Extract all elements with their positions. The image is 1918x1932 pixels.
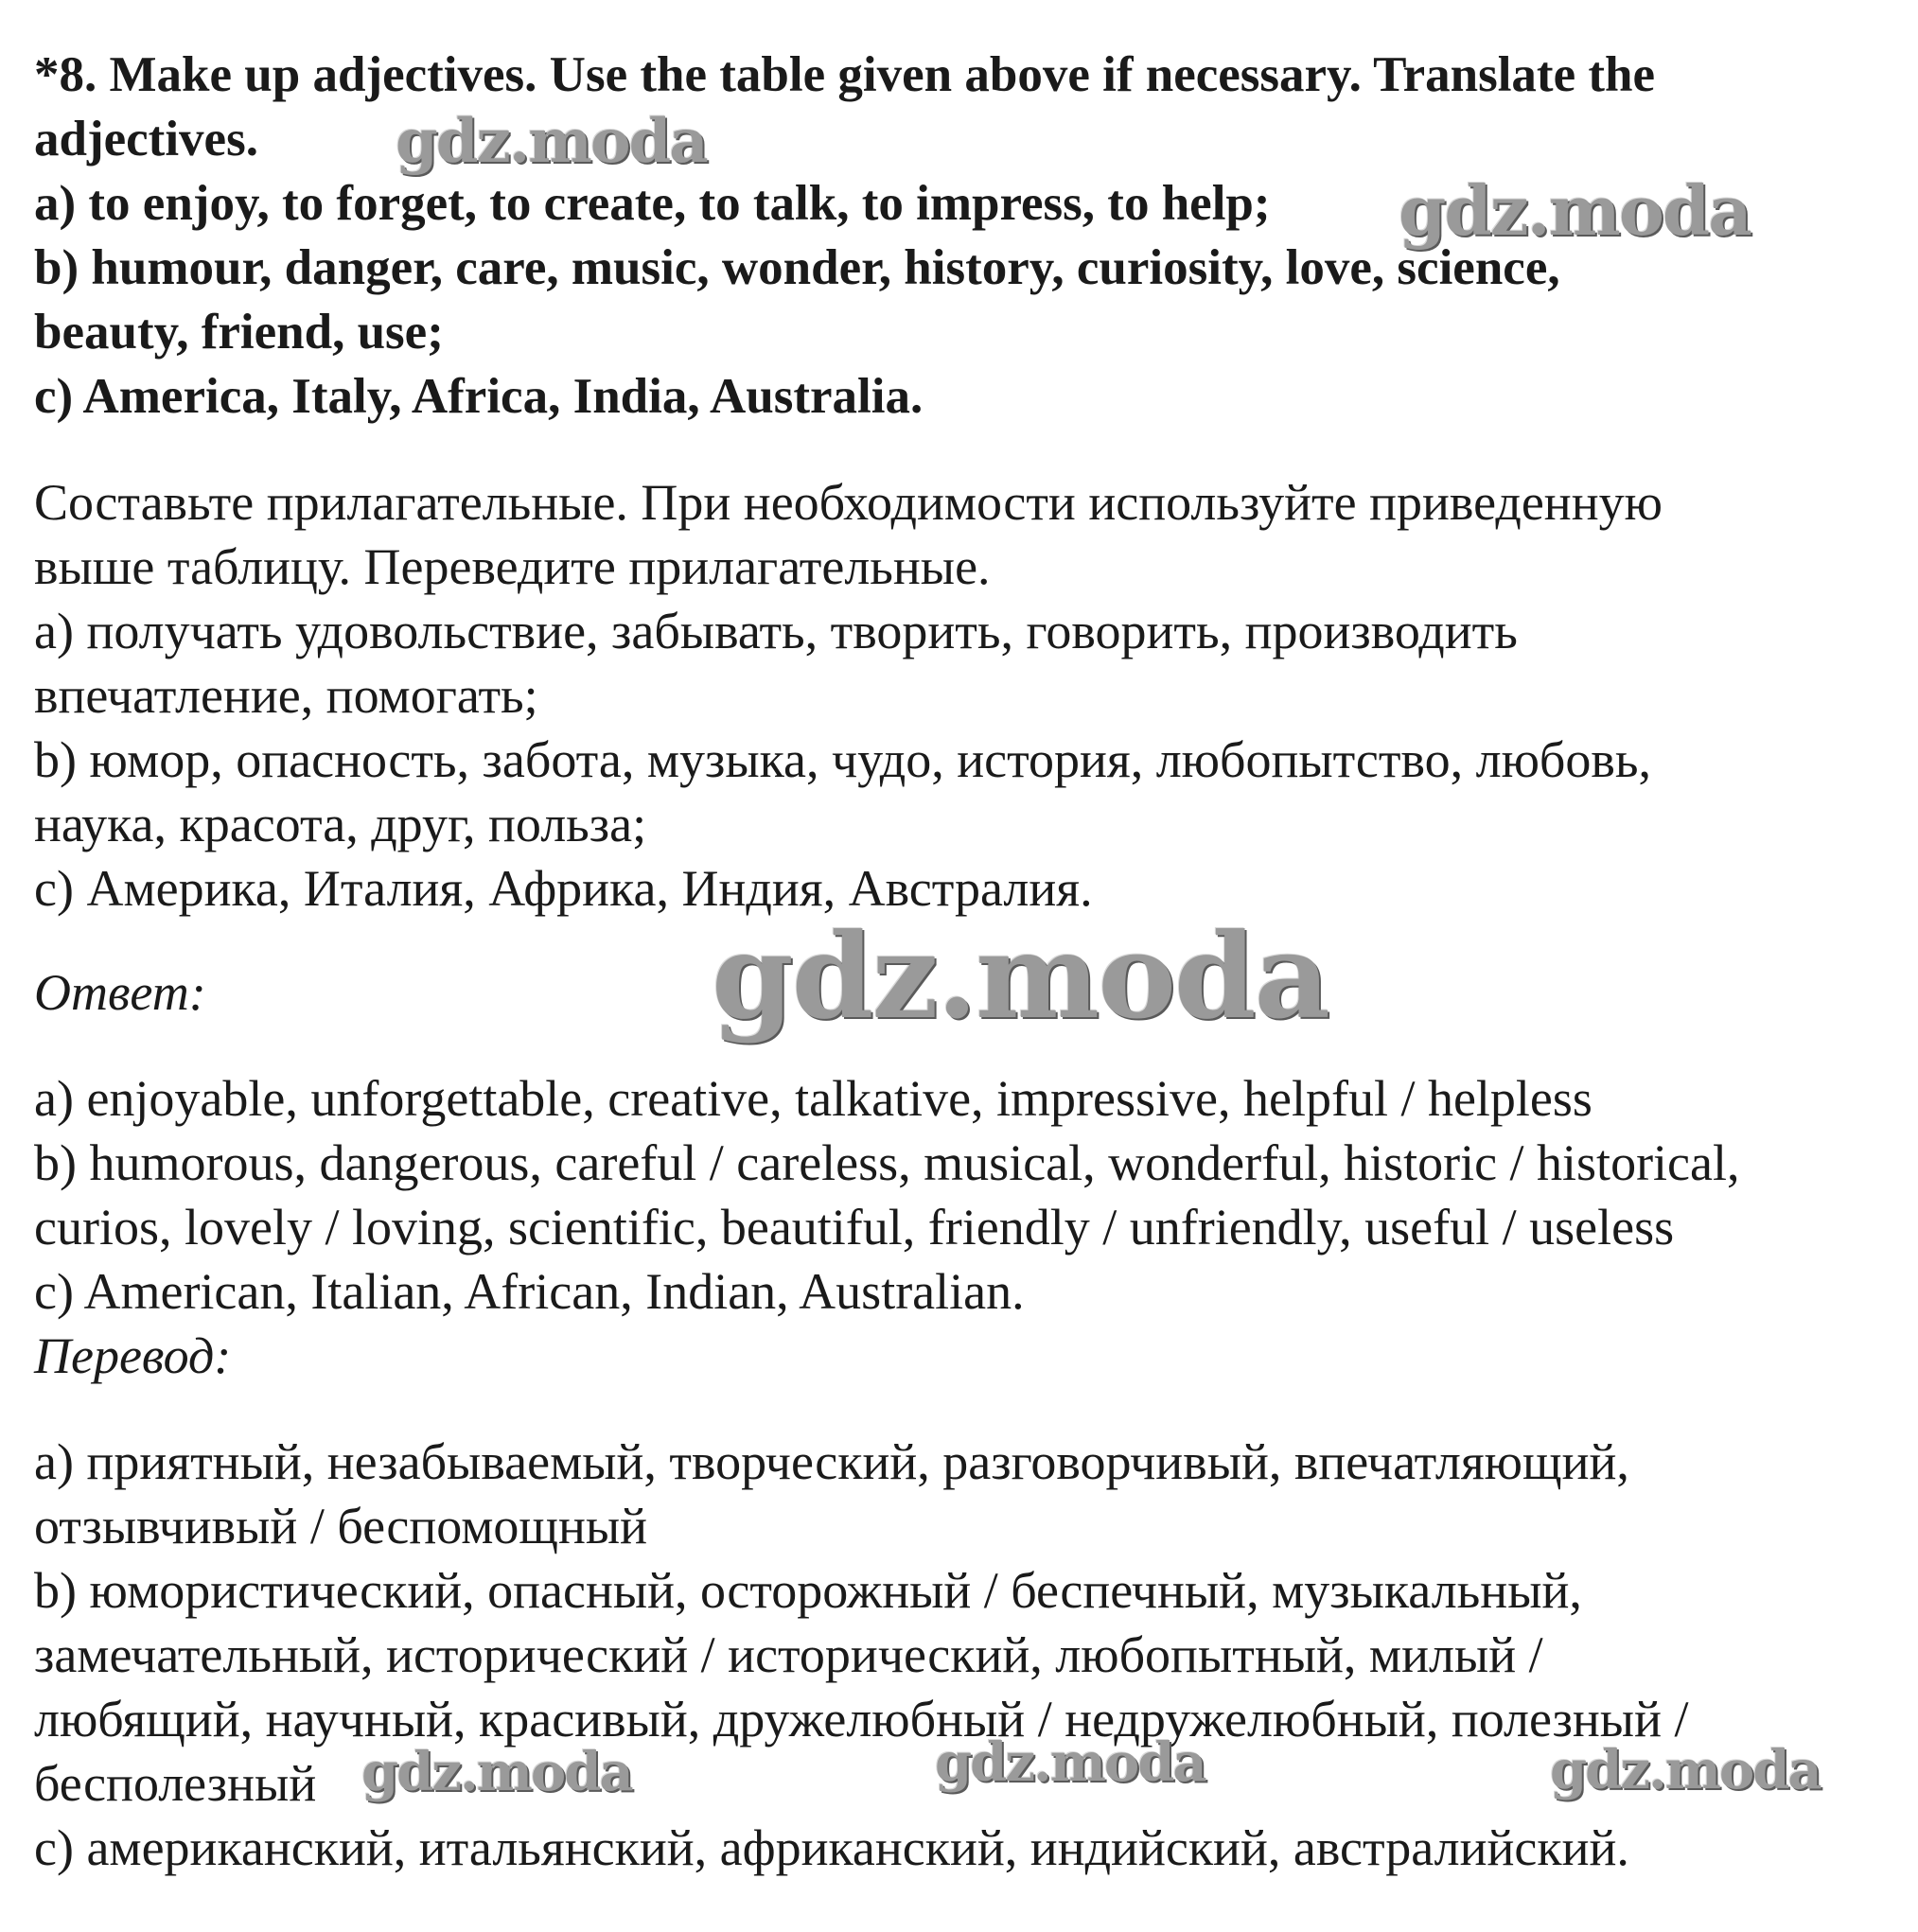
translation-label: Перевод: [34, 1327, 232, 1384]
translation-item-b-continued: бесполезный [34, 1755, 317, 1812]
task-translation-item-a: a) получать удовольствие, забывать, творить, говорить, производить [34, 603, 1518, 659]
task-item-b-continued: beauty, friend, use; [34, 305, 444, 360]
translation-item-a-continued: отзывчивый / беспомощный [34, 1498, 648, 1554]
watermark: gdz.moda [1550, 1739, 1821, 1801]
watermark: gdz.moda [361, 1741, 632, 1803]
answer-item-b: b) humorous, dangerous, careful / careless, musical, wonderful, historic / historical, [34, 1134, 1740, 1191]
watermark: gdz.moda [1399, 170, 1751, 251]
task-translation-line: выше таблицу. Переведите прилагательные. [34, 538, 991, 595]
task-translation-item-b: b) юмор, опасность, забота, музыка, чудо, история, любопытство, любовь, [34, 731, 1652, 788]
task-item-b: b) humour, danger, care, music, wonder, history, curiosity, love, science, [34, 240, 1560, 295]
task-translation-item-c: c) Америка, Италия, Африка, Индия, Австралия. [34, 860, 1093, 917]
task-item-a: a) to enjoy, to forget, to create, to talk, to impress, to help; [34, 176, 1271, 231]
watermark: gdz.moda [396, 106, 707, 177]
task-title-continued: adjectives. [34, 112, 258, 167]
answer-label: Ответ: [34, 964, 206, 1021]
translation-item-b: b) юмористический, опасный, осторожный / беспечный, музыкальный, [34, 1562, 1582, 1619]
task-title: *8. Make up adjectives. Use the table given above if necessary. Translate the [34, 47, 1656, 102]
answer-item-b-continued: curios, lovely / loving, scientific, beautiful, friendly / unfriendly, useful / useless [34, 1199, 1675, 1256]
translation-item-c: c) американский, итальянский, африканский, индийский, австралийский. [34, 1819, 1629, 1876]
watermark: gdz.moda [712, 908, 1329, 1045]
task-translation-item-b-continued: наука, красота, друг, польза; [34, 796, 647, 852]
translation-item-b-continued: любящий, научный, красивый, дружелюбный / недружелюбный, полезный / [34, 1691, 1689, 1748]
watermark: gdz.moda [935, 1731, 1205, 1794]
task-translation-line: Составьте прилагательные. При необходимости используйте приведенную [34, 474, 1663, 531]
answer-item-a: a) enjoyable, unforgettable, creative, talkative, impressive, helpful / helpless [34, 1070, 1592, 1127]
translation-item-b-continued: замечательный, исторический / исторический, любопытный, милый / [34, 1626, 1543, 1683]
task-translation-item-a-continued: впечатление, помогать; [34, 667, 538, 724]
task-item-c: c) America, Italy, Africa, India, Australia. [34, 369, 924, 424]
translation-item-a: a) приятный, незабываемый, творческий, разговорчивый, впечатляющий, [34, 1433, 1629, 1490]
answer-item-c: c) American, Italian, African, Indian, Australian. [34, 1263, 1025, 1320]
